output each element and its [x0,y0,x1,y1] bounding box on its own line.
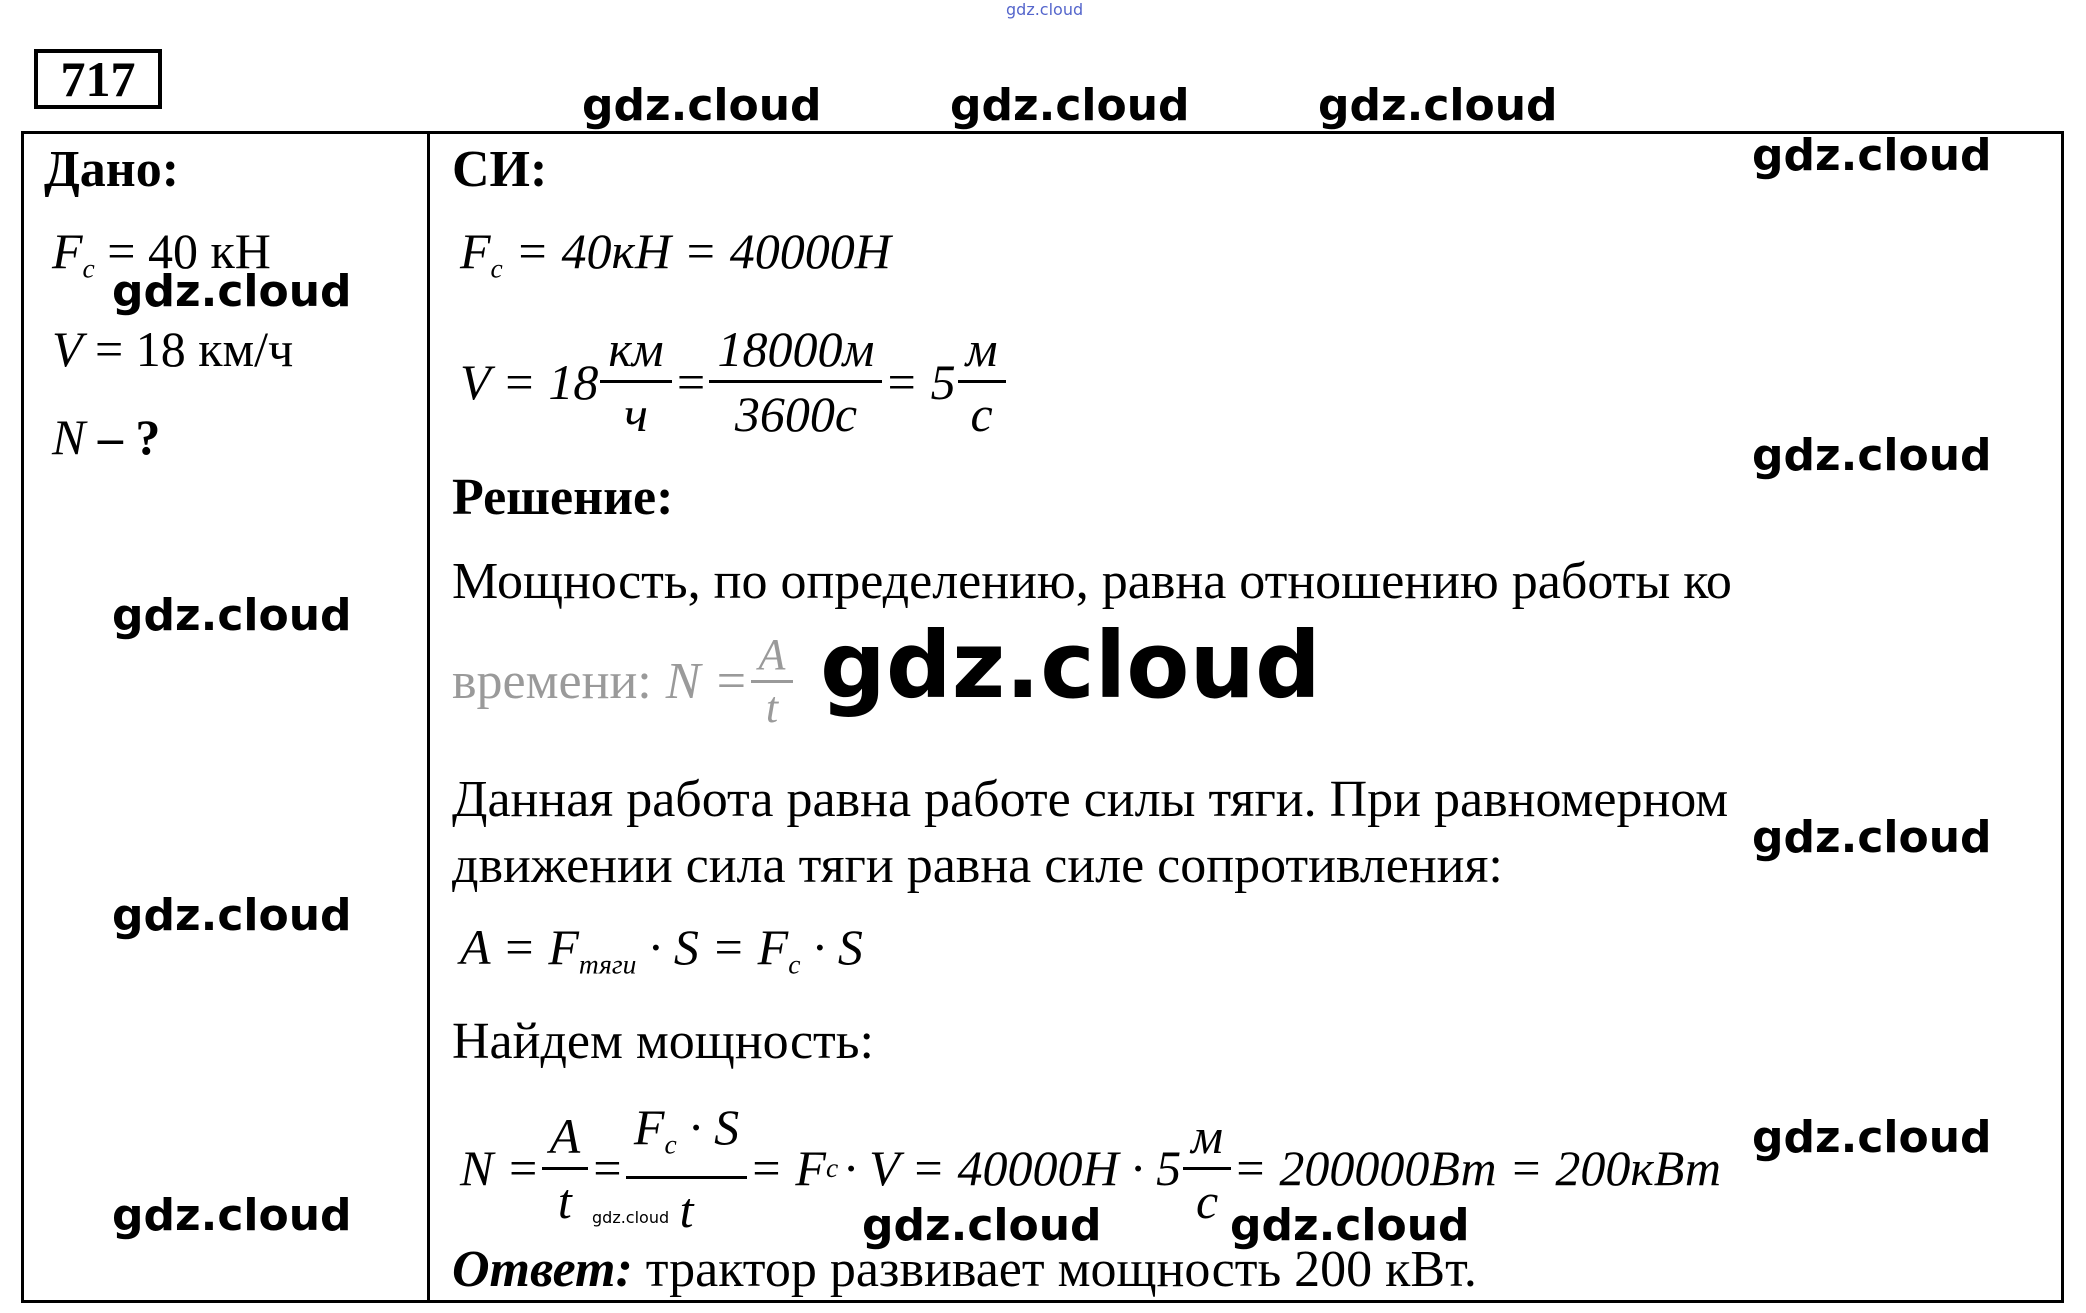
si-force-conversion: = 40кН = 40000Н [515,223,891,279]
work-formula [460,918,863,981]
numerator-force-subscript: c [664,1128,677,1160]
given-speed [52,320,293,378]
watermark-bottom-2: gdz.cloud [1230,1200,1470,1251]
work-formula-part-b: · S = F [648,919,789,975]
si-speed [460,318,1008,445]
solution-paragraph-2-line-2: движении сила тяги равна силе сопротивления: [452,837,1503,894]
answer-text: трактор развивает мощность 200 кВт. [645,1241,1477,1298]
fraction-denominator: с [958,380,1006,445]
watermark-left-4: gdz.cloud [112,1190,352,1241]
given-force-subscript: c [82,252,95,284]
watermark-bottom-small: gdz.cloud [592,1208,670,1227]
solution-paragraph-2-line-1: Данная работа равна работе силы тяги. При равномерном [452,771,1729,828]
answer-label: Ответ: [452,1241,633,1298]
si-force-subscript: c [490,252,503,284]
work-formula-part-a: A = F [460,919,579,975]
watermark-bottom-1: gdz.cloud [862,1200,1102,1251]
given-speed-symbol: V [52,321,83,377]
solution-heading: Решение: [452,469,674,526]
watermark-left-2: gdz.cloud [112,590,352,641]
si-force-symbol: F [460,223,491,279]
fraction-denominator: t [542,1167,589,1232]
fraction-numerator: A [758,630,786,679]
fraction-denominator: ч [600,380,671,445]
fraction-denominator: с [1183,1167,1231,1232]
fraction-numerator [630,1096,743,1176]
power-formula-fraction-1 [546,1105,585,1232]
given-unknown-symbol: N [52,409,86,465]
column-divider [427,131,430,1303]
power-definition-lhs: N = [665,653,749,710]
solution-paragraph-3: Найдем мощность: [452,1013,874,1070]
work-formula-sub-traction: тяги [578,948,637,980]
fraction-numerator: км [608,321,664,377]
work-formula-part-c: · S [812,919,863,975]
fraction-denominator: t [626,1176,747,1241]
si-heading: СИ: [452,141,548,198]
solution-paragraph-1-text: времени: [452,653,652,710]
work-formula-sub-c: c [788,948,801,980]
si-speed-lhs: V = 18 [460,353,599,410]
watermark-top-1: gdz.cloud [582,80,822,131]
si-force [460,222,891,285]
watermark-top-3: gdz.cloud [1318,80,1558,131]
power-formula-middle-b: · V = 40000Н · 5 [844,1140,1182,1197]
si-speed-equals-2: = 5 [884,353,956,410]
power-definition-fraction [755,630,790,733]
si-speed-fraction-1 [604,318,667,445]
watermark-right-2: gdz.cloud [1752,430,1992,481]
fraction-numerator: м [1191,1107,1224,1164]
solution-paragraph-1-line-2 [452,630,795,733]
given-heading: Дано: [44,141,180,198]
given-force-value: = 40 кН [107,223,271,279]
watermark-right-4: gdz.cloud [1752,1112,1992,1163]
watermark-right-3: gdz.cloud [1752,812,1992,863]
power-formula-equals: = [590,1140,624,1197]
given-unknown-value: – ? [97,409,161,465]
power-formula-fraction-3 [1187,1105,1227,1232]
given-speed-value: = 18 км/ч [95,321,294,377]
given-force-symbol: F [52,223,83,279]
numerator-distance: · S [689,1099,740,1155]
fraction-numerator: м [965,321,998,377]
watermark-top-tiny: gdz.cloud [1006,0,1084,19]
fraction-numerator: 18000м [717,321,875,377]
given-unknown [52,408,160,466]
watermark-center-large: gdz.cloud [820,612,1321,719]
fraction-denominator: t [751,680,794,733]
watermark-top-2: gdz.cloud [950,80,1190,131]
fraction-denominator: 3600с [709,380,882,445]
power-formula-middle-a: = F [749,1140,826,1197]
power-formula-result: = 200000Вт = 200кВт [1233,1140,1721,1197]
power-formula-lhs: N = [460,1140,540,1197]
solution-paragraph-1-line-1: Мощность, по определению, равна отношению работы ко [452,553,1732,610]
watermark-right-1: gdz.cloud [1752,130,1992,181]
si-speed-fraction-2 [713,318,878,445]
power-formula-middle-subscript: c [825,1152,839,1184]
problem-number-box: 717 [34,49,162,109]
watermark-left-3: gdz.cloud [112,890,352,941]
watermark-left-1: gdz.cloud [112,266,352,317]
si-speed-fraction-3 [962,318,1002,445]
si-speed-equals-1: = [673,353,708,410]
numerator-force: F [633,1099,665,1155]
fraction-numerator: A [549,1107,581,1164]
